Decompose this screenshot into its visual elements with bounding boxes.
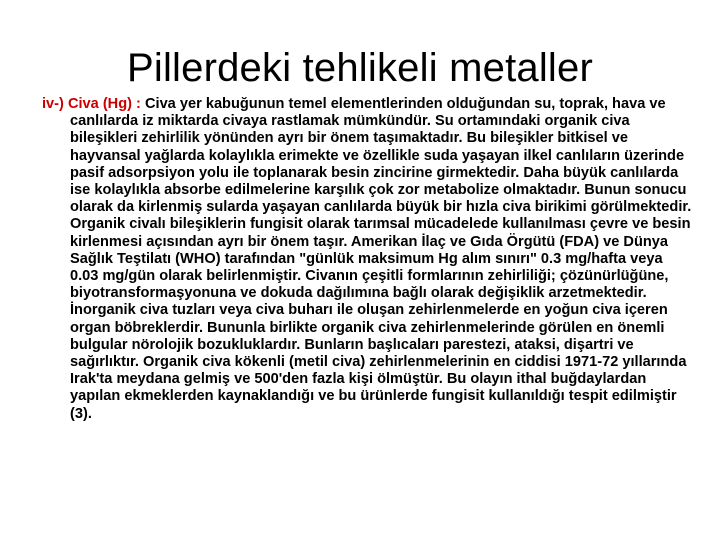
slide-title: Pillerdeki tehlikeli metaller	[127, 46, 593, 90]
body-paragraph	[42, 96, 692, 423]
slide-body	[42, 96, 692, 423]
section-lead: iv-) Civa (Hg) :	[42, 96, 141, 112]
body-text: Civa yer kabuğunun temel elementlerinden olduğundan su, toprak, hava ve canlılarda iz miktarda civaya rastlamak mümkündür. Su ortamındaki organik civa bileşikleri zehirlilik yönünden ayrı bir önem taşımaktadır. Bu bileşikler bitkisel ve hayvansal yağlarda kolaylıkla erimekte ve özellikle suda yaşayan ilkel canlıların üzerinde pasif adsorpsiyon yolu ile toplanarak besin zincirine girmektedir. Daha büyük canlılarda ise kolaylıkla absorbe edilmelerine karşılık çok zor metabolize olmaktadır. Bunun sonucu olarak da kirlenmiş sularda yaşayan canlılarda büyük bir hızla civa birikimi görülmektedir. Organik civalı bileşiklerin fungisit olarak tarımsal mücadelede kullanılması çevre ve besin kirlenmesi açısından ayrı bir önem taşır. Amerikan İlaç ve Gıda Örgütü (FDA) ve Dünya Sağlık Teştilatı (WHO) tarafından "günlük maksimum Hg alım sınırı" 0.3 mg/hafta veya 0.03 mg/gün olarak belirlenmiştir. Civanın çeşitli formlarının zehirliliği; çözünürlüğüne, biyotransformaşyonuna ve dokuda dağılımına bağlı olarak değişiklik arzetmektedir. İnorganik civa tuzları veya civa buharı ile oluşan zehirlenmelerde en yoğun civa içeren organ böbreklerdir. Bununla birlikte organik civa zehirlenmelerinde görülen en önemli bulgular nörolojik bozukluklardır. Bunların başlıcaları parestezi, ataksi, dişartri ve sağırlıktır. Organik civa kökenli (metil civa) zehirlenmelerinin en ciddisi 1971-72 yıllarında Irak'ta meydana gelmiş ve 500'den fazla kişi ölmüştür. Bu olayın ithal buğdaylardan yapılan ekmeklerden kaynaklandığı ve bu ürünlerde fungisit kullanıldığı tespit edilmiştir (3).	[70, 96, 692, 422]
